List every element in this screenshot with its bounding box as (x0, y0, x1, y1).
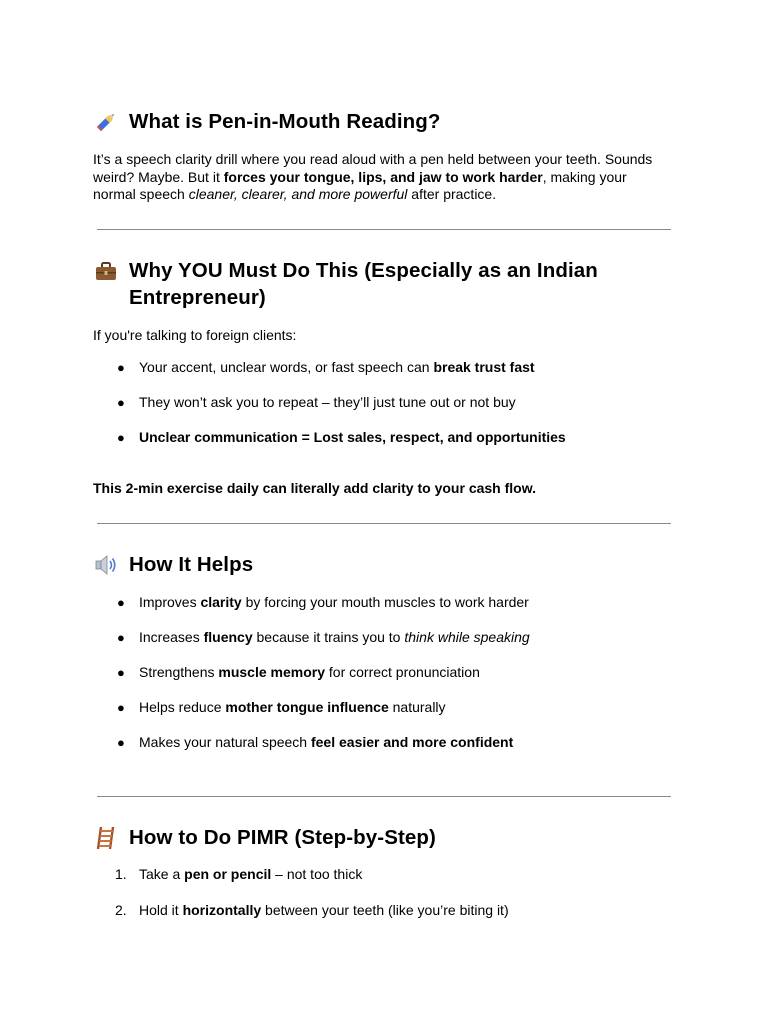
text-run: for correct pronunciation (325, 664, 480, 680)
list-item (93, 594, 673, 612)
bullet: ● (117, 430, 125, 445)
text-run: Improves (139, 594, 201, 610)
bold-text: This 2-min exercise daily can literally add clarity to your cash flow. (93, 480, 536, 496)
heading-how-it-helps (93, 551, 673, 578)
bold-text: pen or pencil (184, 866, 272, 882)
text-run: It’s a speech clarity drill where you read aloud with a pen held between your teeth. Sounds weird? Maybe. But it (93, 151, 653, 185)
briefcase-icon (93, 258, 119, 284)
text-run: between your teeth (like you’re biting it) (261, 902, 509, 918)
heading-what-is-pimr (93, 108, 673, 135)
bullet: ● (117, 700, 125, 715)
step-number: 2. (115, 902, 127, 918)
italic-text: cleaner, clearer, and more powerful (188, 186, 408, 202)
bold-text: Unclear communication = Lost sales, respect, and opportunities (139, 429, 566, 445)
bullet: ● (117, 395, 125, 410)
text-run: because it trains you to (252, 629, 405, 645)
list-item (93, 699, 673, 717)
list-item (93, 902, 673, 920)
bullet: ● (117, 595, 125, 610)
italic-text: think while speaking (404, 629, 530, 645)
bullet: ● (117, 360, 125, 375)
list-item (93, 629, 673, 647)
pen-icon (93, 109, 119, 135)
text-run: Increases (139, 629, 204, 645)
text-run: They won’t ask you to repeat – they’ll just tune out or not buy (139, 394, 516, 410)
bold-text: muscle memory (218, 664, 325, 680)
bold-text: feel easier and more confident (310, 734, 514, 750)
text-run: Your accent, unclear words, or fast speech can (139, 359, 434, 375)
heading-text: What is Pen-in-Mouth Reading? (129, 110, 441, 133)
bold-text: horizontally (182, 902, 262, 918)
text-run: after practice. (407, 186, 497, 202)
text-run: by forcing your mouth muscles to work harder (241, 594, 529, 610)
bullet: ● (117, 630, 125, 645)
numbered-steps (93, 866, 673, 920)
heading-how-to-do-pimr (93, 824, 673, 851)
text-run: naturally (388, 699, 446, 715)
heading-text: How It Helps (129, 553, 254, 576)
bold-text: break trust fast (433, 359, 535, 375)
step-number: 1. (115, 866, 127, 882)
list-item (93, 359, 673, 377)
list-item (93, 866, 673, 884)
bold-text: mother tongue influence (225, 699, 389, 715)
text-run: , making your normal speech (93, 168, 627, 202)
bold-text: forces your tongue, lips, and jaw to work harder (223, 168, 543, 185)
text-run: Hold it (139, 902, 183, 918)
bold-text: fluency (203, 629, 253, 645)
section-intro: If you're talking to foreign clients: (93, 327, 297, 343)
text-run: Strengthens (139, 664, 219, 680)
heading-text: Why YOU Must Do This (Especially as an Indian Entrepreneur) (129, 259, 598, 309)
text-run: Makes your natural speech (139, 734, 311, 750)
bullet-list-benefits (93, 594, 673, 752)
heading-text: How to Do PIMR (Step-by-Step) (129, 826, 436, 849)
horizontal-divider (97, 523, 671, 524)
heading-why-you-must (93, 257, 673, 311)
horizontal-divider (97, 796, 671, 797)
bullet: ● (117, 665, 125, 680)
text-run: Helps reduce (139, 699, 226, 715)
bullet-list-reasons (93, 359, 673, 447)
ladder-icon (93, 825, 119, 851)
speaker-icon (93, 552, 119, 578)
intro-paragraph (93, 151, 673, 204)
bullet: ● (117, 735, 125, 750)
horizontal-divider (97, 229, 671, 230)
list-item (93, 664, 673, 682)
list-item (93, 734, 673, 752)
text-run: – not too thick (271, 866, 363, 882)
bold-text: clarity (200, 594, 242, 610)
closing-statement (93, 480, 536, 498)
text-run: Take a (139, 866, 185, 882)
list-item (93, 394, 673, 412)
list-item (93, 429, 673, 447)
